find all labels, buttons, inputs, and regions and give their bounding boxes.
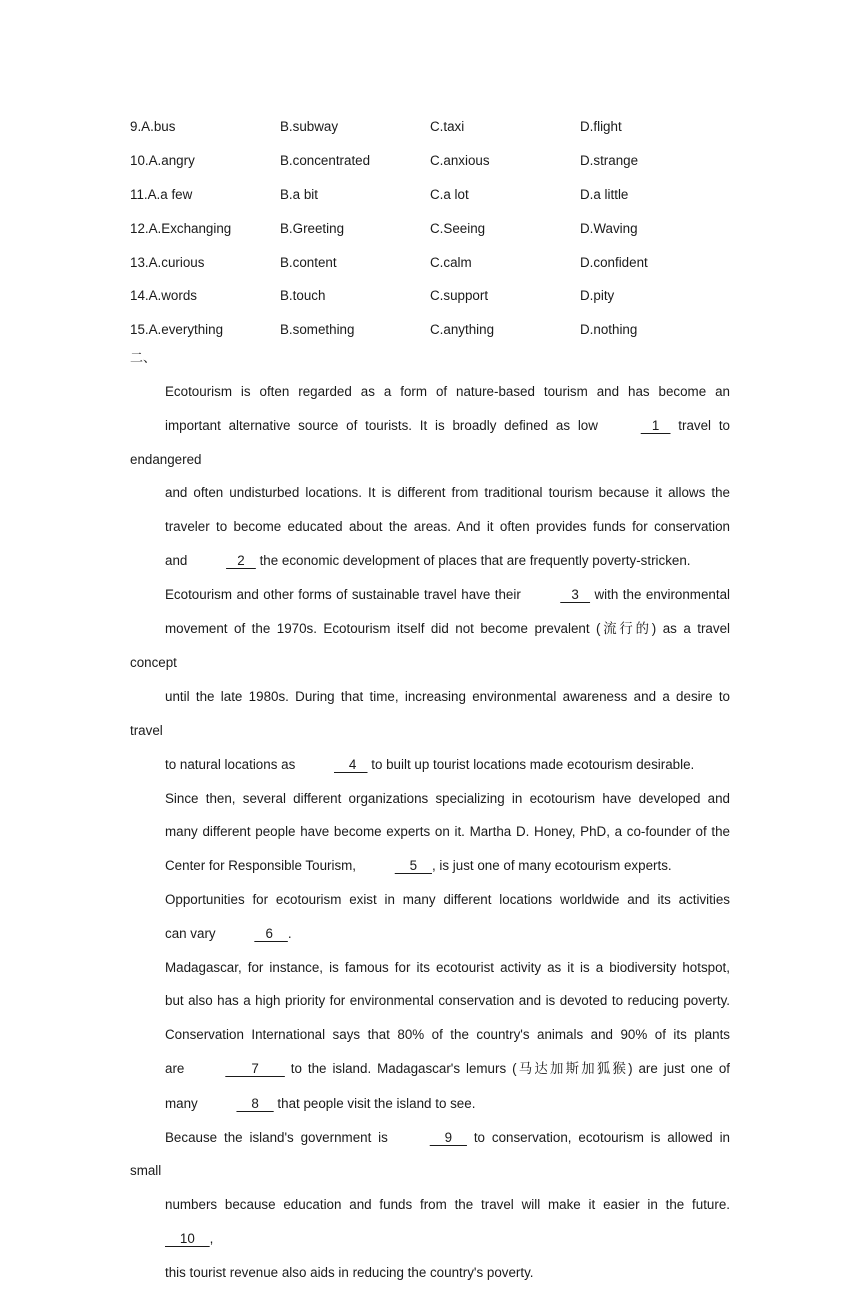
option-13b: B.content [280, 254, 337, 270]
option-10b: B.concentrated [280, 153, 371, 169]
passage-line: Conservation International says that 80% of the country's animals and 90% of its plants [165, 1027, 730, 1043]
passage-text: can vary [165, 925, 220, 941]
passage-line: Since then, several different organizations specializing in ecotourism have developed and [165, 790, 730, 806]
answer-options [130, 110, 750, 347]
passage-line: this tourist revenue also aids in reducing the country's poverty. [165, 1264, 534, 1280]
option-row-14 [130, 279, 750, 313]
cloze-passage [130, 375, 730, 1290]
option-14d: D.pity [580, 288, 615, 304]
option-row-13 [130, 245, 750, 279]
option-10c: C.anxious [430, 153, 490, 169]
passage-line [130, 1188, 730, 1256]
passage-text: , is just one of many ecotourism experts. [431, 858, 672, 874]
option-15a: 15.A.everything [130, 322, 224, 338]
passage-line: but also has a high priority for environmental conservation and is devoted to reducing poverty. [165, 993, 730, 1009]
paragraph-4 [130, 883, 730, 951]
passage-text: . [287, 925, 292, 941]
option-9a: 9.A.bus [130, 119, 176, 135]
option-15b: B.something [280, 322, 355, 338]
chinese-gloss: 马达加斯加狐猴 [516, 1061, 629, 1077]
passage-text: Center for Responsible Tourism, [165, 858, 360, 874]
passage-line [130, 409, 730, 477]
passage-line: and often undisturbed locations. It is different from traditional tourism because it allows the [165, 485, 730, 501]
passage-line: traveler to become educated about the areas. And it often provides funds for conservation [165, 519, 730, 535]
paragraph-3 [130, 782, 730, 883]
option-15d: D.nothing [580, 322, 638, 338]
passage-text: travel to endangered [130, 417, 730, 467]
passage-line [130, 578, 730, 612]
passage-line: Ecotourism is often regarded as a form of nature-based tourism and has become an [165, 384, 730, 399]
option-11c: C.a lot [430, 186, 469, 202]
blank-1: 1 [640, 417, 671, 433]
passage-text: ) as a travel concept [130, 620, 730, 671]
passage-text: and [165, 552, 192, 568]
option-row-10 [130, 144, 750, 178]
option-9b: B.subway [280, 119, 339, 135]
passage-text: that people visit the island to see. [273, 1095, 476, 1111]
blank-8: 8 [236, 1095, 274, 1111]
blank-6: 6 [254, 925, 288, 941]
option-11b: B.a bit [280, 186, 318, 202]
option-10a: 10.A.angry [130, 153, 195, 169]
option-12a: 12.A.Exchanging [130, 220, 232, 236]
passage-line [130, 612, 730, 681]
blank-7: 7 [225, 1060, 285, 1076]
option-12c: C.Seeing [430, 220, 486, 236]
option-14b: B.touch [280, 288, 326, 304]
option-row-11 [130, 178, 750, 212]
option-10d: D.strange [580, 153, 639, 169]
blank-2: 2 [226, 552, 256, 568]
option-11d: D.a little [580, 186, 629, 202]
option-15c: C.anything [430, 322, 495, 338]
blank-5: 5 [394, 858, 432, 874]
option-12d: D.Waving [580, 220, 638, 236]
option-14c: C.support [430, 288, 489, 304]
option-13c: C.calm [430, 254, 472, 270]
blank-10: 10 [165, 1230, 210, 1246]
option-row-12 [130, 211, 750, 245]
passage-text: to natural locations as [165, 756, 299, 772]
option-9d: D.flight [580, 119, 622, 135]
passage-text: are [165, 1060, 191, 1076]
option-row-15 [130, 313, 750, 347]
passage-line [130, 1052, 730, 1087]
paragraph-5 [130, 951, 730, 1121]
passage-text: to the island. Madagascar's lemurs ( [284, 1060, 517, 1076]
passage-text: important alternative source of tourists. It is broadly defined as low [165, 417, 606, 433]
option-row-9 [130, 110, 750, 144]
blank-3: 3 [560, 586, 591, 602]
chinese-gloss: 流行的 [600, 621, 652, 637]
passage-text: many [165, 1095, 202, 1111]
passage-line [130, 1121, 730, 1189]
passage-line [130, 849, 730, 883]
passage-line [130, 917, 730, 951]
passage-line [130, 1087, 730, 1121]
passage-text: to conservation, ecotourism is allowed in small [130, 1129, 731, 1179]
section-number: 二、 [130, 351, 157, 366]
option-11a: 11.A.a few [130, 186, 193, 202]
passage-text: Ecotourism and other forms of sustainable travel have their [165, 586, 526, 602]
passage-text: , [209, 1230, 214, 1246]
blank-4: 4 [334, 756, 368, 772]
passage-line [130, 748, 730, 782]
passage-text: numbers because education and funds from the travel will make it easier in the future. [165, 1197, 730, 1213]
passage-text: ) are just one of [628, 1060, 731, 1076]
passage-line [130, 544, 730, 578]
option-13d: D.confident [580, 254, 648, 270]
option-12b: B.Greeting [280, 220, 345, 236]
passage-text: movement of the 1970s. Ecotourism itself did not become prevalent ( [165, 620, 601, 636]
passage-text: the economic development of places that are frequently poverty-stricken. [255, 552, 691, 568]
passage-text: to built up tourist locations made ecotourism desirable. [367, 756, 695, 772]
paragraph-6 [130, 1121, 730, 1290]
option-14a: 14.A.words [130, 288, 197, 304]
blank-9: 9 [429, 1129, 467, 1145]
passage-text: with the environmental [590, 586, 730, 602]
paragraph-1 [130, 375, 730, 578]
passage-line: Opportunities for ecotourism exist in many different locations worldwide and its activities [165, 891, 730, 907]
option-13a: 13.A.curious [130, 254, 205, 270]
passage-line: many different people have become experts on it. Martha D. Honey, PhD, a co-founder of the [165, 824, 730, 840]
passage-line: until the late 1980s. During that time, increasing environmental awareness and a desire to travel [130, 689, 730, 738]
option-9c: C.taxi [430, 119, 465, 135]
passage-text: Because the island's government is [165, 1129, 395, 1145]
paragraph-2 [130, 578, 730, 782]
passage-line: Madagascar, for instance, is famous for its ecotourist activity as it is a biodiversity hotspot, [165, 959, 730, 975]
